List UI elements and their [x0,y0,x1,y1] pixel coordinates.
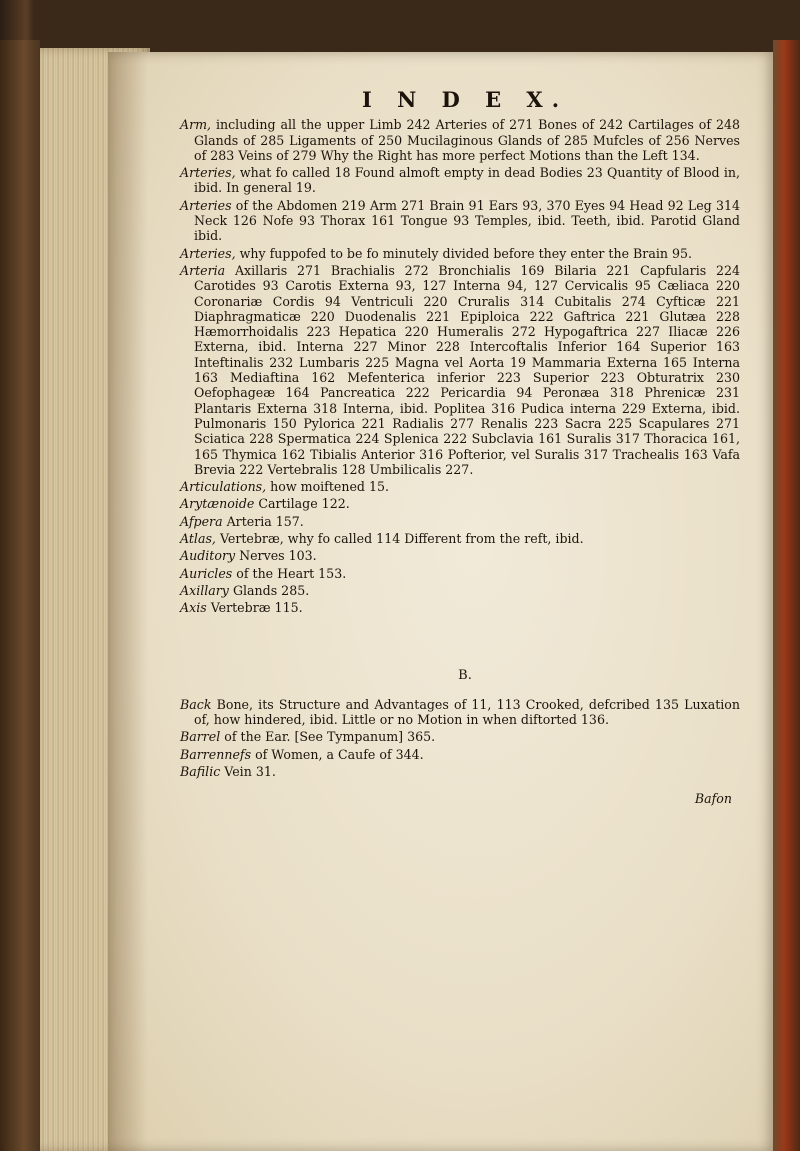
entry-headword: Arteries, [180,165,236,181]
entry-text: Axillaris 271 Brachialis 272 Bronchialis 169 Bilaria 221 Capfularis 224 Carotides 93 Carotis Externa 93, 127 Interna 94, 127 Cervicalis 95 Cæliaca 220 Coronariæ Cordis 94 Ventriculi 220 Cruralis 314 Cubitalis 274 Cyfticæ 221 Diaphragmaticæ 220 Duodenalis 221 Epiploica 222 Gaftrica 221 Glutæa 228 Hæmorrhoidalis 223 Hepatica 220 Humeralis 272 Hypogaftrica 227 Iliacæ 226 Externa, ibid. Interna 227 Minor 228 Intercoftalis Inferior 164 Superior 163 Inteftinalis 232 Lumbaris 225 Magna vel Aorta 19 Mammaria Externa 165 Interna 163 Mediaftina 162 Mefenterica inferior 223 Superior 223 Obturatrix 230 Oefophageæ 164 Pancreatica 222 Pericardia 94 Peronæa 318 Phrenicæ 231 Plantaris Externa 318 Interna, ibid. Poplitea 316 Pudica interna 229 Externa, ibid. Pulmonaris 150 Pylorica 221 Radialis 277 Renalis 223 Sacra 225 Scapulares 271 Sciatica 228 Spermatica 224 Splenica 222 Subclavia 161 Suralis 317 Thoracica 161, 165 Thymica 162 Tibialis Anterior 316 Pofterior, vel Suralis 317 Trachealis 163 Vafa Brevia 222 Vertebralis 128 Umbilicalis 227. [194,262,740,477]
entry-text: including all the upper Limb 242 Arteries of 271 Bones of 242 Cartilages of 248 Glands of 285 Ligaments of 250 Mucilaginous Glands of 285 Mufcles of 256 Nerves of 283 Veins of 279 Why the Right has more perfect Motions than the Left 134. [194,117,740,163]
index-section-b [180,697,740,779]
entry-headword: Bafilic [180,763,221,779]
entry-text: Glands 285. [228,582,310,598]
index-entry [180,548,740,563]
book-cover-right [773,40,800,1151]
entry-text: Bone, its Structure and Advantages of 11, 113 Crooked, defcribed 135 Luxation of, how hindered, ibid. Little or no Motion in when diftorted 136. [194,696,740,728]
section-letter-b: B. [458,667,472,683]
entry-headword: Arteries, [180,245,236,261]
entry-headword: Axis [180,600,207,616]
index-text [180,87,740,807]
index-entry [180,764,740,779]
entry-text: Nerves 103. [235,548,317,564]
entry-headword: Axillary [180,582,229,598]
entry-headword: Arytænoide [180,496,255,512]
entry-headword: Auditory [180,548,236,564]
index-entry [180,747,740,762]
entry-text: Vertebræ 115. [206,600,303,616]
entry-headword: Barrel [180,729,221,745]
index-entry [180,479,740,494]
entry-text: what fo called 18 Found almoft empty in dead Bodies 23 Quantity of Blood in, ibid. In general 19. [194,165,740,196]
entry-headword: Back [180,696,212,712]
page-gutter-shadow [108,52,148,1151]
entry-text: Vertebræ, why fo called 114 Different from the reft, ibid. [215,531,584,547]
index-entry [180,246,740,261]
entry-text: of the Abdomen 219 Arm 271 Brain 91 Ears 93, 370 Eyes 94 Head 92 Leg 314 Neck 126 Nofe 93 Thorax 161 Tongue 93 Temples, ibid. Teeth, ibid. Parotid Gland ibid. [194,197,740,244]
index-entry [180,514,740,529]
entry-text: Cartilage 122. [254,496,350,512]
entry-headword: Arteries [180,197,232,213]
index-entry [180,198,740,244]
entry-headword: Auricles [180,565,233,581]
entry-text: how moiftened 15. [266,479,390,495]
index-entry [180,600,740,615]
index-entry [180,729,740,744]
running-head: I N D E X. [361,87,569,112]
entry-headword: Articulations, [180,479,267,495]
index-entry [180,263,740,477]
entry-headword: Arm, [180,117,212,133]
index-entry [180,583,740,598]
index-entry [180,697,740,728]
entry-text: of Women, a Caufe of 344. [251,746,424,762]
entry-headword: Arteria [180,262,226,278]
index-entry [180,117,740,163]
catchword: Bafon [694,791,732,807]
index-section-a [180,117,740,615]
entry-text: Vein 31. [220,763,276,779]
entry-headword: Atlas, [180,531,216,547]
entry-headword: Barrennefs [180,746,252,762]
index-entry [180,165,740,196]
book-cover-edge [0,40,40,1151]
index-entry [180,496,740,511]
entry-text: of the Heart 153. [232,565,347,581]
index-entry [180,566,740,581]
entry-text: why fuppofed to be fo minutely divided before they enter the Brain 95. [235,245,693,261]
entry-headword: Afpera [180,513,223,529]
entry-text: of the Ear. [See Tympanum] 365. [220,729,436,745]
entry-text: Arteria 157. [222,513,304,529]
index-entry [180,531,740,546]
